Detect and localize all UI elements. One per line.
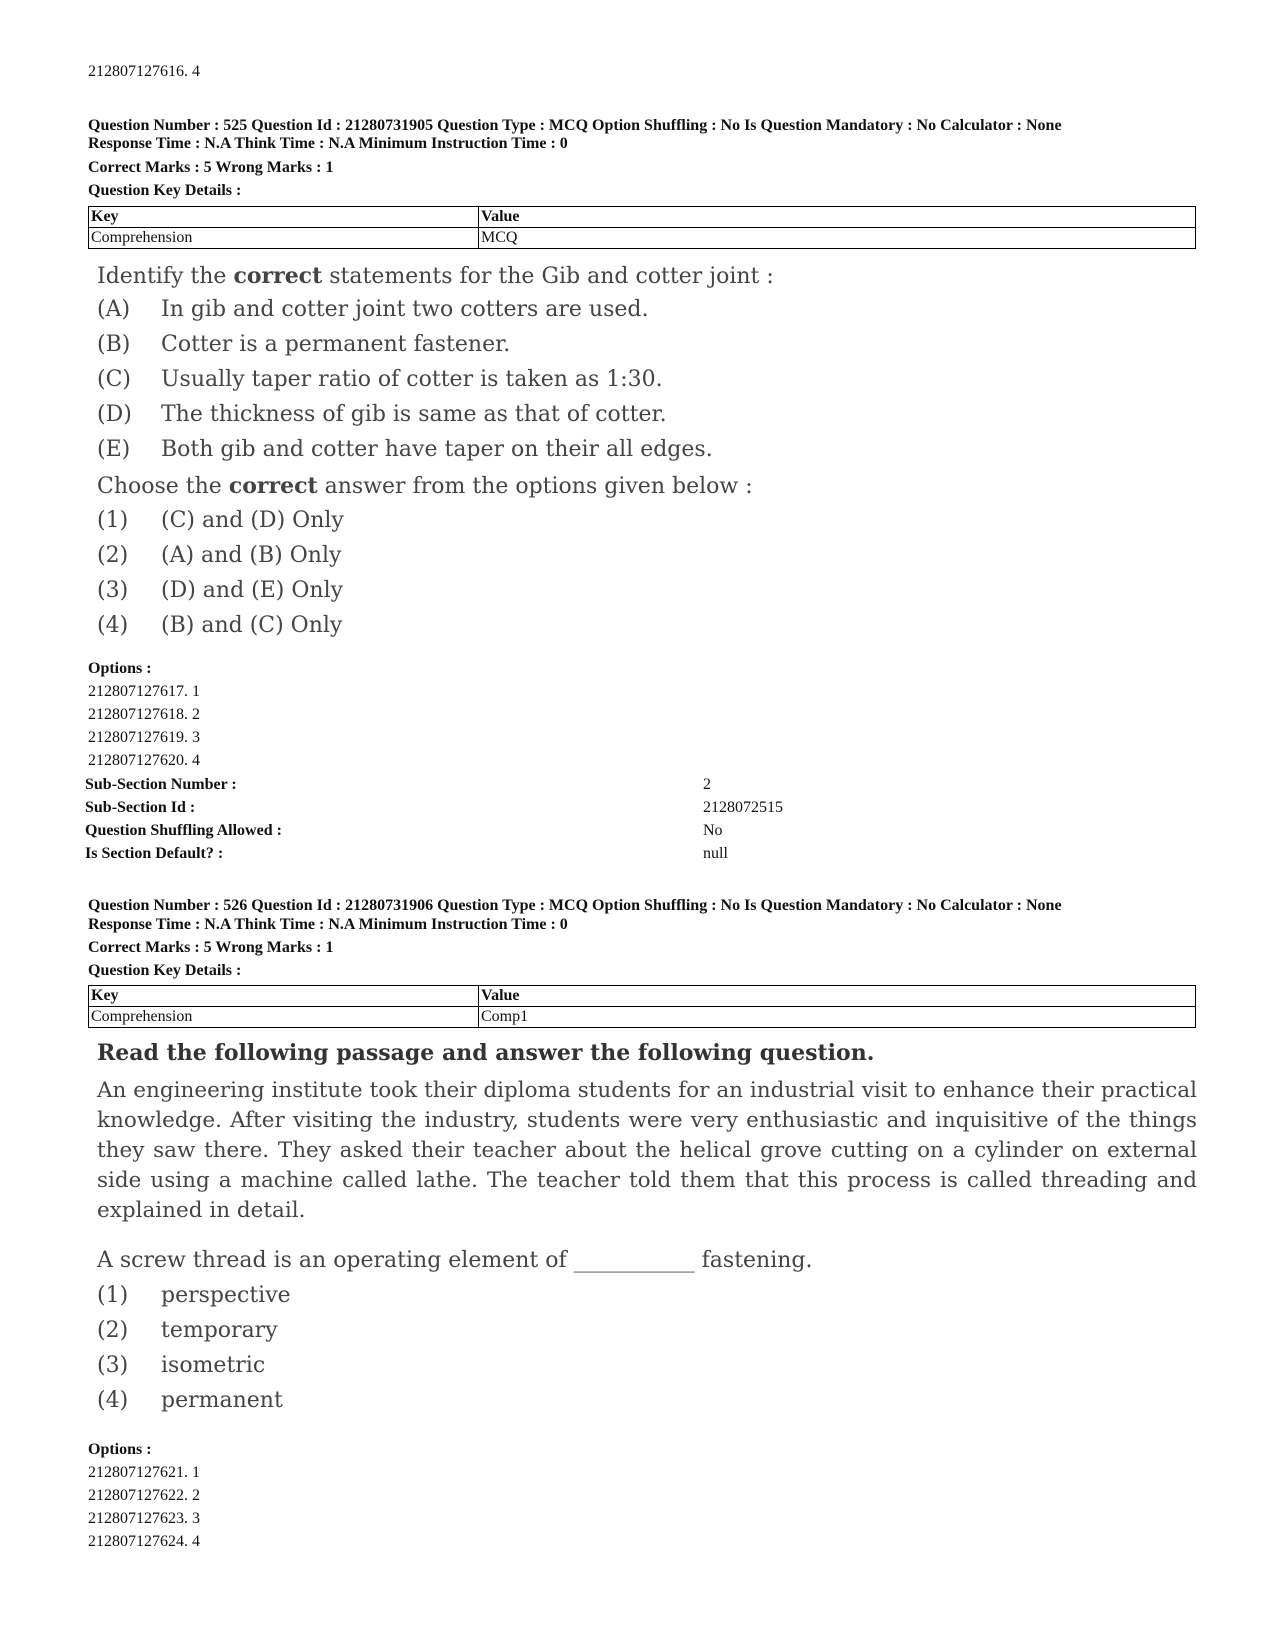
q526-option-id: 212807127622. 2 <box>88 1487 200 1504</box>
question-shuffling-label: Question Shuffling Allowed : <box>85 822 282 839</box>
q525-statement: (D) The thickness of gib is same as that of cotter. <box>97 402 667 427</box>
q525-statement: (C) Usually taper ratio of cotter is taken as 1:30. <box>97 367 663 392</box>
q526-marks: Correct Marks : 5 Wrong Marks : 1 <box>88 939 334 956</box>
subsection-number-label: Sub-Section Number : <box>85 776 237 793</box>
q526-key-details-label: Question Key Details : <box>88 962 242 979</box>
q526-question-stem: A screw thread is an operating element of ___________ fastening. <box>97 1248 813 1273</box>
q526-meta-line1: Question Number : 526 Question Id : 21280731906 Question Type : MCQ Option Shuffling : No Is Question Mandatory : No Calculator : None <box>88 897 1062 914</box>
q525-choice: (1) (C) and (D) Only <box>97 508 344 533</box>
q525-choose-prompt: Choose the correct answer from the options given below : <box>97 473 753 499</box>
q525-statement: (E) Both gib and cotter have taper on their all edges. <box>97 437 713 462</box>
document-header-id: 212807127616. 4 <box>88 63 200 80</box>
q525-meta-line2: Response Time : N.A Think Time : N.A Minimum Instruction Time : 0 <box>88 135 568 152</box>
q525-statement: (A) In gib and cotter joint two cotters are used. <box>97 297 649 322</box>
q525-choice: (3) (D) and (E) Only <box>97 578 344 603</box>
q526-meta-line2: Response Time : N.A Think Time : N.A Minimum Instruction Time : 0 <box>88 916 568 933</box>
section-default-value: null <box>703 845 728 862</box>
q526-choice: (3) isometric <box>97 1353 266 1378</box>
q525-option-id: 212807127618. 2 <box>88 706 200 723</box>
q525-key-details-label: Question Key Details : <box>88 182 242 199</box>
q525-choice: (4) (B) and (C) Only <box>97 613 343 638</box>
table-header-key: Key <box>89 986 479 1007</box>
q525-question-intro: Identify the correct statements for the Gib and cotter joint : <box>97 263 774 289</box>
q526-key-table <box>88 985 1196 1028</box>
q526-option-id: 212807127623. 3 <box>88 1510 200 1527</box>
table-cell-key: Comprehension <box>89 228 479 249</box>
subsection-id-label: Sub-Section Id : <box>85 799 196 816</box>
q526-option-id: 212807127624. 4 <box>88 1533 200 1550</box>
q525-option-id: 212807127620. 4 <box>88 752 200 769</box>
table-cell-key: Comprehension <box>89 1007 479 1028</box>
table-cell-value: MCQ <box>479 228 1196 249</box>
subsection-number-value: 2 <box>703 776 711 793</box>
q525-statement: (B) Cotter is a permanent fastener. <box>97 332 511 357</box>
table-cell-value: Comp1 <box>479 1007 1196 1028</box>
q526-passage: An engineering institute took their diploma students for an industrial visit to enhance their practical knowledge. After visiting the industry, students were very enthusiastic and inquisitive of the things they saw there. They asked their teacher about the helical grove cutting on a cylinder on external side using a machine called lathe. The teacher told them that this process is called threading and explained in detail. <box>97 1078 1197 1223</box>
q525-option-id: 212807127619. 3 <box>88 729 200 746</box>
question-shuffling-value: No <box>703 822 723 839</box>
q525-choice: (2) (A) and (B) Only <box>97 543 342 568</box>
q526-option-id: 212807127621. 1 <box>88 1464 200 1481</box>
q526-choice: (4) permanent <box>97 1388 283 1413</box>
subsection-id-value: 2128072515 <box>703 799 783 816</box>
q525-marks: Correct Marks : 5 Wrong Marks : 1 <box>88 159 334 176</box>
q526-choice: (2) temporary <box>97 1318 278 1343</box>
table-header-key: Key <box>89 207 479 228</box>
q526-options-label: Options : <box>88 1441 152 1458</box>
table-header-value: Value <box>479 986 1196 1007</box>
q525-options-label: Options : <box>88 660 152 677</box>
section-default-label: Is Section Default? : <box>85 845 224 862</box>
q525-meta-line1: Question Number : 525 Question Id : 21280731905 Question Type : MCQ Option Shuffling : No Is Question Mandatory : No Calculator : None <box>88 117 1062 134</box>
q525-key-table <box>88 206 1196 249</box>
q525-option-id: 212807127617. 1 <box>88 683 200 700</box>
q526-passage-heading: Read the following passage and answer the following question. <box>97 1040 875 1066</box>
q526-choice: (1) perspective <box>97 1283 291 1308</box>
table-header-value: Value <box>479 207 1196 228</box>
